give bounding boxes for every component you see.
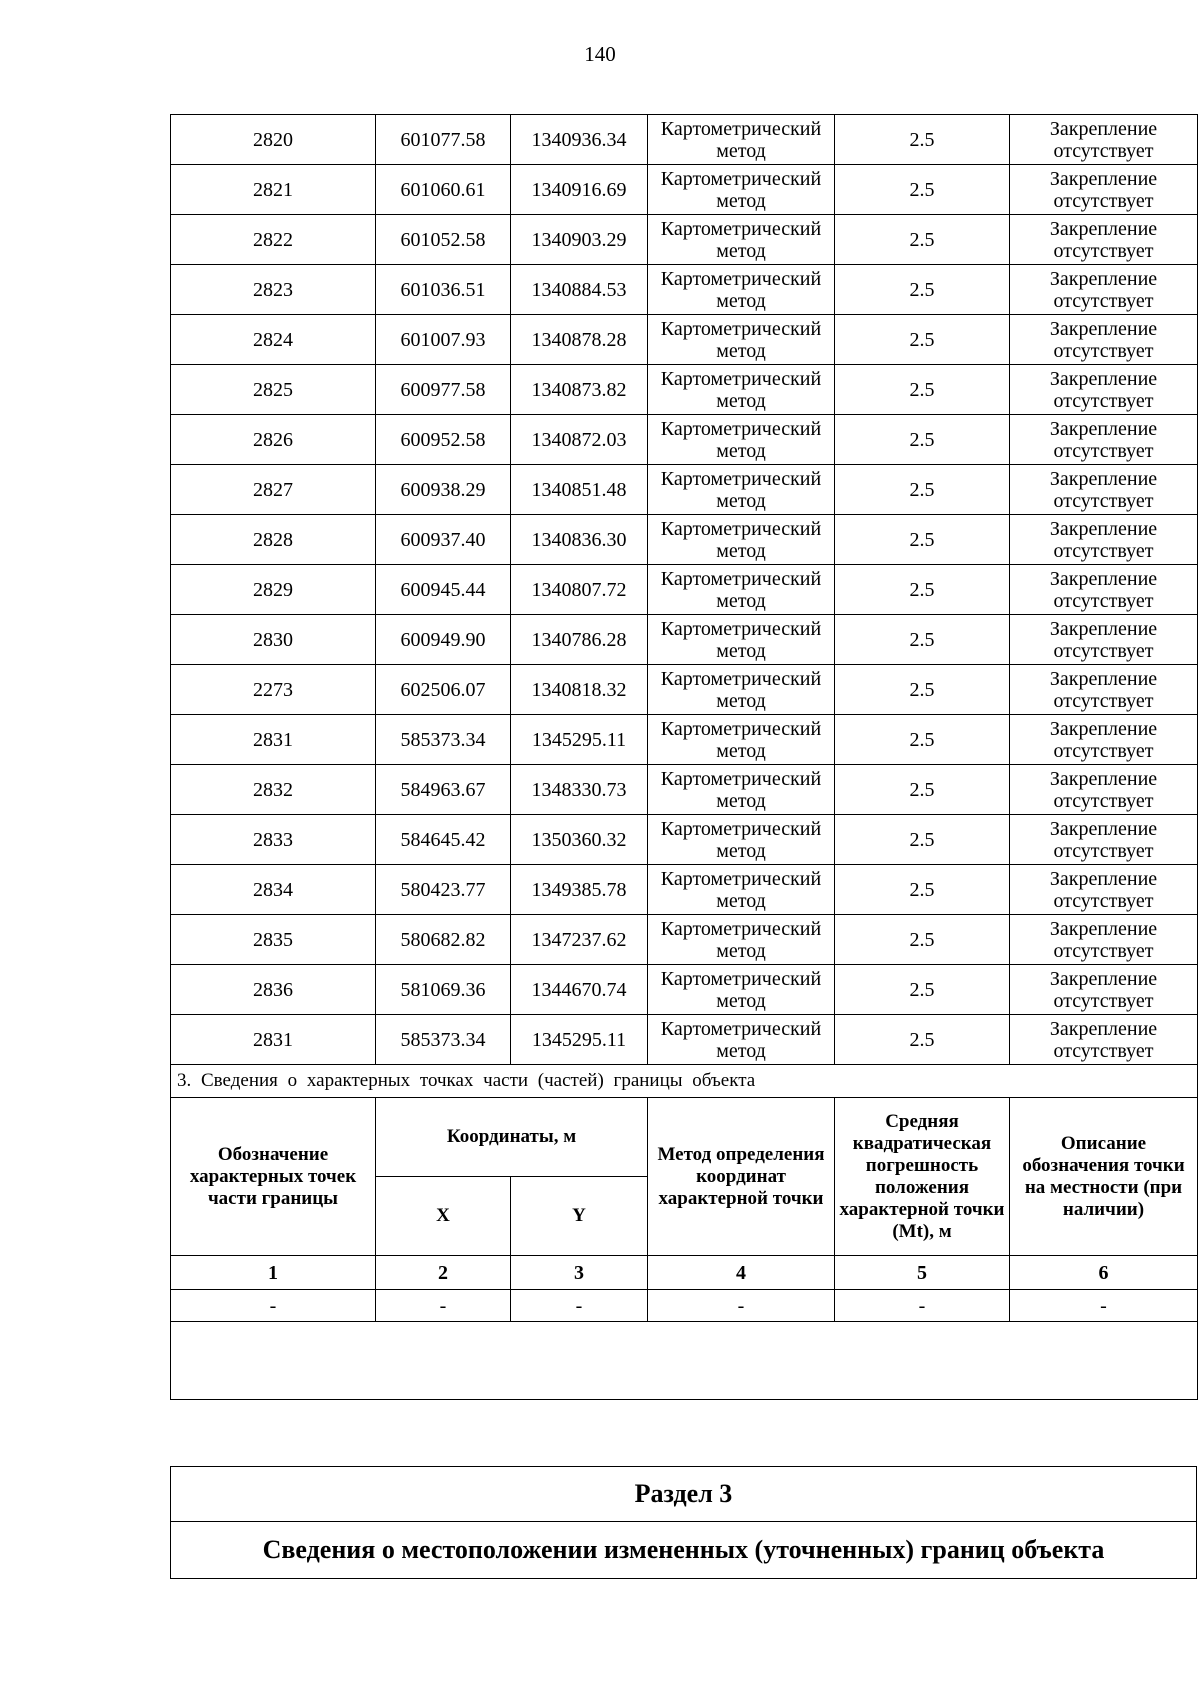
y-coordinate-cell: 1340786.28 [511,615,648,665]
empty-cell: - [171,1290,376,1322]
method-cell: Картометрический метод [648,815,835,865]
description-cell: Закрепление отсутствует [1010,565,1198,615]
method-cell: Картометрический метод [648,415,835,465]
method-cell: Картометрический метод [648,965,835,1015]
empty-data-row [171,1290,1198,1322]
table-row [171,915,1198,965]
method-cell: Картометрический метод [648,615,835,665]
error-cell: 2.5 [835,565,1010,615]
point-cell: 2820 [171,115,376,165]
y-coordinate-cell: 1340903.29 [511,215,648,265]
empty-cell: - [835,1290,1010,1322]
description-cell: Закрепление отсутствует [1010,515,1198,565]
error-cell: 2.5 [835,365,1010,415]
x-coordinate-cell: 600945.44 [376,565,511,615]
error-cell: 2.5 [835,115,1010,165]
y-coordinate-cell: 1340878.28 [511,315,648,365]
table-row [171,865,1198,915]
empty-cell: - [1010,1290,1198,1322]
method-cell: Картометрический метод [648,1015,835,1065]
table-row [171,515,1198,565]
description-cell: Закрепление отсутствует [1010,915,1198,965]
column-number: 5 [835,1256,1010,1290]
table-row [171,265,1198,315]
error-cell: 2.5 [835,165,1010,215]
description-cell: Закрепление отсутствует [1010,765,1198,815]
error-cell: 2.5 [835,465,1010,515]
method-cell: Картометрический метод [648,915,835,965]
column-numbers-row [171,1256,1198,1290]
header-method: Метод определения координат характерной точки [648,1098,835,1256]
part-section-title: 3. Сведения о характерных точках части (частей) границы объекта [171,1065,1198,1098]
point-cell: 2833 [171,815,376,865]
section3-title: Раздел 3 [171,1467,1197,1522]
description-cell: Закрепление отсутствует [1010,115,1198,165]
y-coordinate-cell: 1340872.03 [511,415,648,465]
table-row [171,465,1198,515]
y-coordinate-cell: 1340936.34 [511,115,648,165]
point-cell: 2834 [171,865,376,915]
error-cell: 2.5 [835,515,1010,565]
error-cell: 2.5 [835,215,1010,265]
description-cell: Закрепление отсутствует [1010,265,1198,315]
point-cell: 2829 [171,565,376,615]
point-cell: 2831 [171,1015,376,1065]
error-cell: 2.5 [835,815,1010,865]
point-cell: 2822 [171,215,376,265]
point-cell: 2831 [171,715,376,765]
description-cell: Закрепление отсутствует [1010,465,1198,515]
description-cell: Закрепление отсутствует [1010,665,1198,715]
error-cell: 2.5 [835,315,1010,365]
x-coordinate-cell: 600938.29 [376,465,511,515]
table-row [171,965,1198,1015]
table-row [171,665,1198,715]
x-coordinate-cell: 580682.82 [376,915,511,965]
section3-table [170,1466,1197,1579]
method-cell: Картометрический метод [648,665,835,715]
method-cell: Картометрический метод [648,565,835,615]
column-number: 2 [376,1256,511,1290]
x-coordinate-cell: 600949.90 [376,615,511,665]
header-designation: Обозначение характерных точек части границы [171,1098,376,1256]
header-x: X [376,1177,511,1256]
description-cell: Закрепление отсутствует [1010,215,1198,265]
table-row [171,365,1198,415]
point-cell: 2824 [171,315,376,365]
y-coordinate-cell: 1348330.73 [511,765,648,815]
description-cell: Закрепление отсутствует [1010,865,1198,915]
column-number: 1 [171,1256,376,1290]
x-coordinate-cell: 585373.34 [376,715,511,765]
blank-cell [171,1322,1198,1400]
error-cell: 2.5 [835,265,1010,315]
x-coordinate-cell: 601060.61 [376,165,511,215]
method-cell: Картометрический метод [648,315,835,365]
method-cell: Картометрический метод [648,215,835,265]
method-cell: Картометрический метод [648,365,835,415]
y-coordinate-cell: 1340873.82 [511,365,648,415]
method-cell: Картометрический метод [648,715,835,765]
table-row [171,615,1198,665]
column-number: 4 [648,1256,835,1290]
description-cell: Закрепление отсутствует [1010,815,1198,865]
point-cell: 2823 [171,265,376,315]
header-description: Описание обозначения точки на местности (при наличии) [1010,1098,1198,1256]
header-coordinates: Координаты, м [376,1098,648,1177]
error-cell: 2.5 [835,915,1010,965]
y-coordinate-cell: 1340851.48 [511,465,648,515]
x-coordinate-cell: 600952.58 [376,415,511,465]
method-cell: Картометрический метод [648,465,835,515]
blank-row [171,1322,1198,1400]
error-cell: 2.5 [835,1015,1010,1065]
x-coordinate-cell: 580423.77 [376,865,511,915]
table-row [171,1015,1198,1065]
x-coordinate-cell: 584963.67 [376,765,511,815]
method-cell: Картометрический метод [648,865,835,915]
empty-cell: - [376,1290,511,1322]
table-row [171,765,1198,815]
error-cell: 2.5 [835,415,1010,465]
error-cell: 2.5 [835,765,1010,815]
y-coordinate-cell: 1345295.11 [511,1015,648,1065]
x-coordinate-cell: 581069.36 [376,965,511,1015]
method-cell: Картометрический метод [648,165,835,215]
description-cell: Закрепление отсутствует [1010,965,1198,1015]
y-coordinate-cell: 1340807.72 [511,565,648,615]
y-coordinate-cell: 1340884.53 [511,265,648,315]
table-row [171,215,1198,265]
table-row [171,815,1198,865]
error-cell: 2.5 [835,665,1010,715]
point-cell: 2821 [171,165,376,215]
y-coordinate-cell: 1340818.32 [511,665,648,715]
x-coordinate-cell: 601077.58 [376,115,511,165]
point-cell: 2827 [171,465,376,515]
x-coordinate-cell: 601007.93 [376,315,511,365]
table-row [171,315,1198,365]
coordinates-table [170,114,1198,1400]
method-cell: Картометрический метод [648,115,835,165]
y-coordinate-cell: 1340836.30 [511,515,648,565]
table-row [171,115,1198,165]
empty-cell: - [511,1290,648,1322]
table-row [171,565,1198,615]
column-number: 3 [511,1256,648,1290]
x-coordinate-cell: 601052.58 [376,215,511,265]
description-cell: Закрепление отсутствует [1010,365,1198,415]
table-row [171,715,1198,765]
description-cell: Закрепление отсутствует [1010,1015,1198,1065]
table-row [171,415,1198,465]
description-cell: Закрепление отсутствует [1010,315,1198,365]
column-number: 6 [1010,1256,1198,1290]
method-cell: Картометрический метод [648,265,835,315]
error-cell: 2.5 [835,865,1010,915]
description-cell: Закрепление отсутствует [1010,715,1198,765]
y-coordinate-cell: 1340916.69 [511,165,648,215]
x-coordinate-cell: 585373.34 [376,1015,511,1065]
x-coordinate-cell: 584645.42 [376,815,511,865]
y-coordinate-cell: 1350360.32 [511,815,648,865]
point-cell: 2832 [171,765,376,815]
point-cell: 2828 [171,515,376,565]
y-coordinate-cell: 1345295.11 [511,715,648,765]
error-cell: 2.5 [835,715,1010,765]
section3-subtitle: Сведения о местоположении измененных (уточненных) границ объекта [171,1522,1197,1579]
description-cell: Закрепление отсутствует [1010,165,1198,215]
point-cell: 2825 [171,365,376,415]
header-error: Средняя квадратическая погрешность положения характерной точки (Mt), м [835,1098,1010,1256]
header-y: Y [511,1177,648,1256]
table-row [171,165,1198,215]
point-cell: 2836 [171,965,376,1015]
description-cell: Закрепление отсутствует [1010,615,1198,665]
x-coordinate-cell: 600977.58 [376,365,511,415]
x-coordinate-cell: 600937.40 [376,515,511,565]
error-cell: 2.5 [835,615,1010,665]
description-cell: Закрепление отсутствует [1010,415,1198,465]
method-cell: Картометрический метод [648,765,835,815]
error-cell: 2.5 [835,965,1010,1015]
y-coordinate-cell: 1349385.78 [511,865,648,915]
point-cell: 2273 [171,665,376,715]
y-coordinate-cell: 1344670.74 [511,965,648,1015]
point-cell: 2826 [171,415,376,465]
page-number: 140 [584,42,616,66]
empty-cell: - [648,1290,835,1322]
y-coordinate-cell: 1347237.62 [511,915,648,965]
method-cell: Картометрический метод [648,515,835,565]
x-coordinate-cell: 601036.51 [376,265,511,315]
point-cell: 2835 [171,915,376,965]
x-coordinate-cell: 602506.07 [376,665,511,715]
point-cell: 2830 [171,615,376,665]
